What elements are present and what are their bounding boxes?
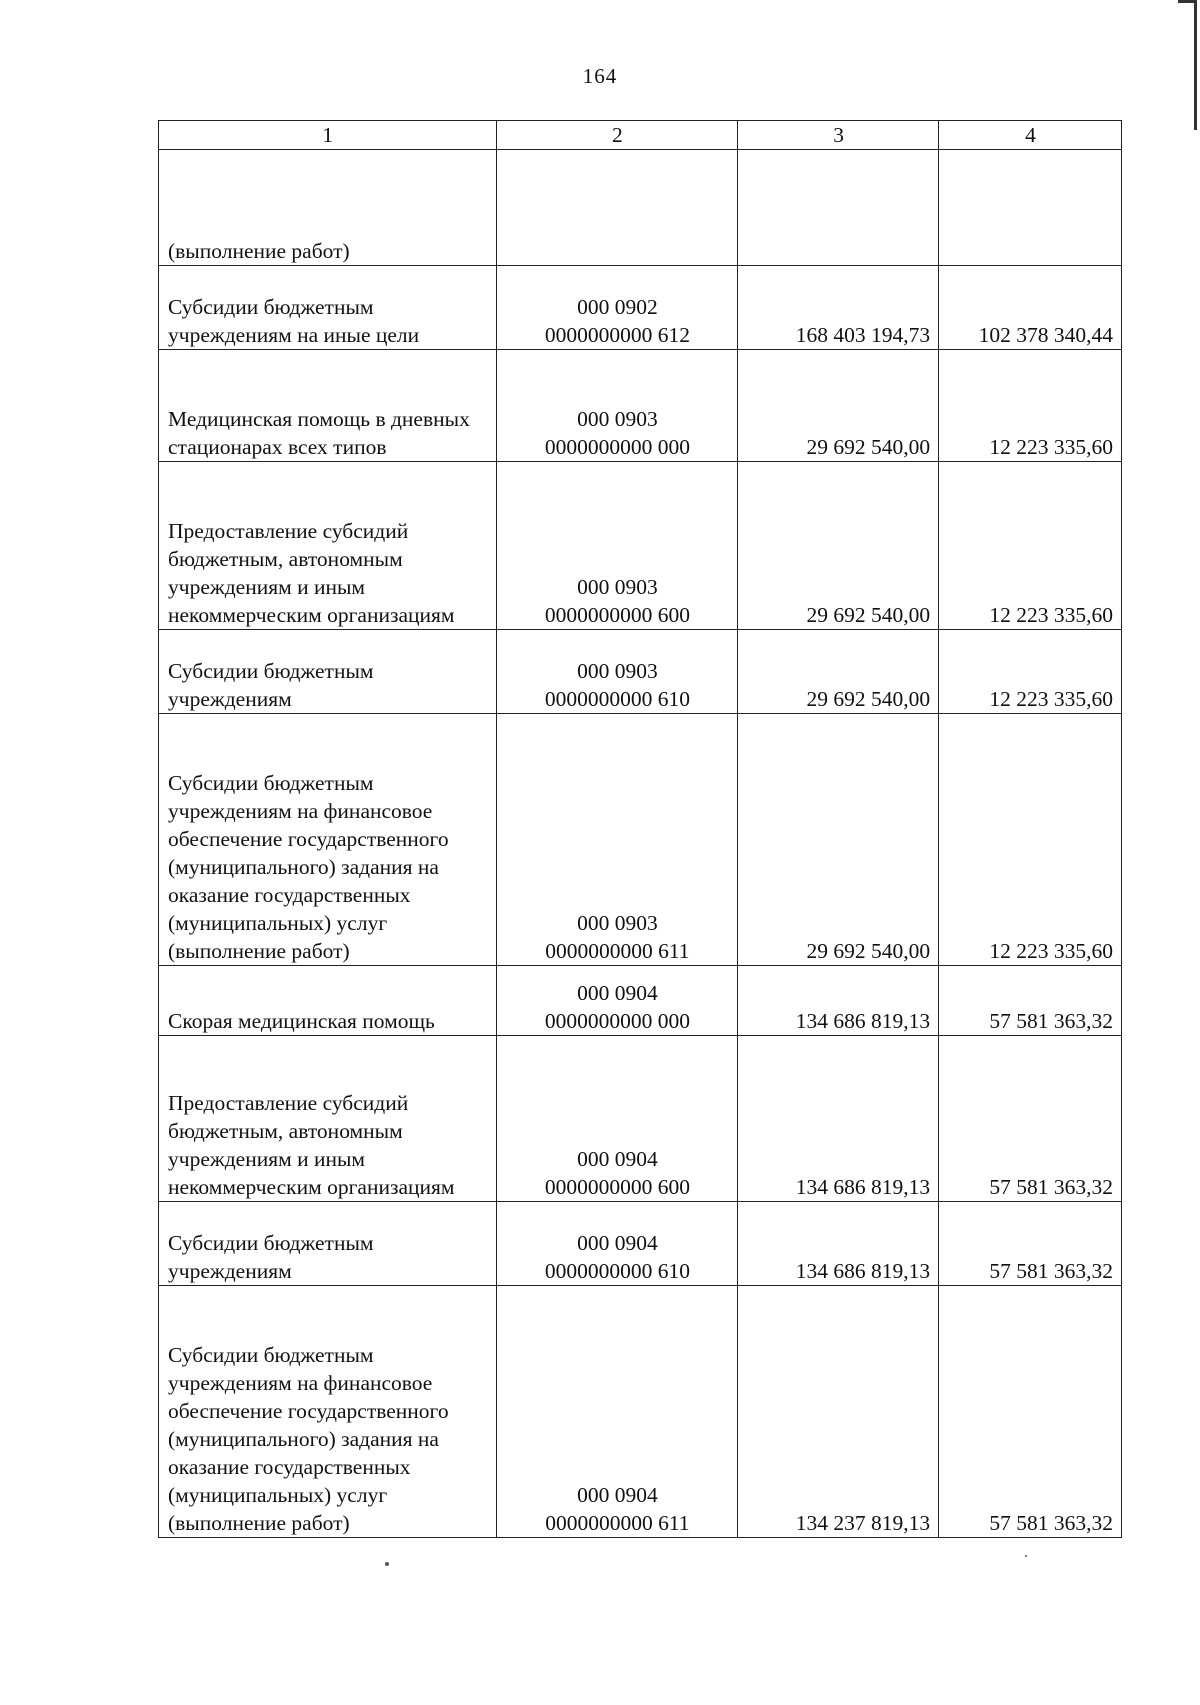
row-name: Скорая медицинская помощь: [159, 966, 497, 1036]
row-value-4: 12 223 335,60: [939, 350, 1122, 462]
table-row: [159, 1202, 1122, 1286]
table-row: [159, 266, 1122, 350]
row-value-3: [738, 150, 939, 266]
row-code: 000 0903 0000000000 610: [496, 630, 738, 714]
row-code: [496, 150, 738, 266]
row-value-4: 57 581 363,32: [939, 966, 1122, 1036]
page-number: 164: [582, 64, 618, 88]
row-value-3: 29 692 540,00: [738, 462, 939, 630]
row-value-4: 12 223 335,60: [939, 714, 1122, 966]
row-value-3: 29 692 540,00: [738, 714, 939, 966]
table-row: [159, 1286, 1122, 1538]
scan-edge-right: [1194, 0, 1197, 130]
row-value-4: 12 223 335,60: [939, 462, 1122, 630]
row-code: 000 0903 0000000000 611: [496, 714, 738, 966]
row-code: 000 0903 0000000000 600: [496, 462, 738, 630]
row-name: Предоставление субсидий бюджетным, автономным учреждениям и иным некоммерческим организациям: [159, 462, 497, 630]
row-value-4: 57 581 363,32: [939, 1036, 1122, 1202]
row-code: 000 0902 0000000000 612: [496, 266, 738, 350]
table-row: [159, 714, 1122, 966]
row-name: (выполнение работ): [159, 150, 497, 266]
row-value-3: 168 403 194,73: [738, 266, 939, 350]
scan-speck: [385, 1562, 389, 1566]
table-row: [159, 1036, 1122, 1202]
row-code: 000 0904 0000000000 610: [496, 1202, 738, 1286]
row-name: Субсидии бюджетным учреждениям на финансовое обеспечение государственного (муниципального) задания на оказание государственных (муниципальных) услуг (выполнение работ): [159, 1286, 497, 1538]
table-row: [159, 966, 1122, 1036]
row-name: Субсидии бюджетным учреждениям на иные цели: [159, 266, 497, 350]
table-header-row: [159, 121, 1122, 150]
row-value-4: 57 581 363,32: [939, 1286, 1122, 1538]
row-name: Субсидии бюджетным учреждениям: [159, 1202, 497, 1286]
row-name: Субсидии бюджетным учреждениям на финансовое обеспечение государственного (муниципального) задания на оказание государственных (муниципальных) услуг (выполнение работ): [159, 714, 497, 966]
row-name: Субсидии бюджетным учреждениям: [159, 630, 497, 714]
table-row: [159, 630, 1122, 714]
budget-table: [158, 120, 1122, 1538]
row-value-3: 134 686 819,13: [738, 1036, 939, 1202]
column-header-4: 4: [939, 121, 1122, 150]
row-value-3: 134 686 819,13: [738, 966, 939, 1036]
row-value-3: 134 686 819,13: [738, 1202, 939, 1286]
row-value-3: 29 692 540,00: [738, 350, 939, 462]
table-row: [159, 462, 1122, 630]
column-header-1: 1: [159, 121, 497, 150]
row-name: Медицинская помощь в дневных стационарах всех типов: [159, 350, 497, 462]
row-value-3: 134 237 819,13: [738, 1286, 939, 1538]
table-row: [159, 150, 1122, 266]
column-header-2: 2: [496, 121, 738, 150]
row-value-4: [939, 150, 1122, 266]
row-code: 000 0904 0000000000 611: [496, 1286, 738, 1538]
row-code: 000 0903 0000000000 000: [496, 350, 738, 462]
row-code: 000 0904 0000000000 000: [496, 966, 738, 1036]
row-code: 000 0904 0000000000 600: [496, 1036, 738, 1202]
row-value-4: 102 378 340,44: [939, 266, 1122, 350]
table-row: [159, 350, 1122, 462]
column-header-3: 3: [738, 121, 939, 150]
row-value-4: 57 581 363,32: [939, 1202, 1122, 1286]
row-value-4: 12 223 335,60: [939, 630, 1122, 714]
scan-speck: [1025, 1555, 1027, 1557]
row-name: Предоставление субсидий бюджетным, автономным учреждениям и иным некоммерческим организациям: [159, 1036, 497, 1202]
row-value-3: 29 692 540,00: [738, 630, 939, 714]
